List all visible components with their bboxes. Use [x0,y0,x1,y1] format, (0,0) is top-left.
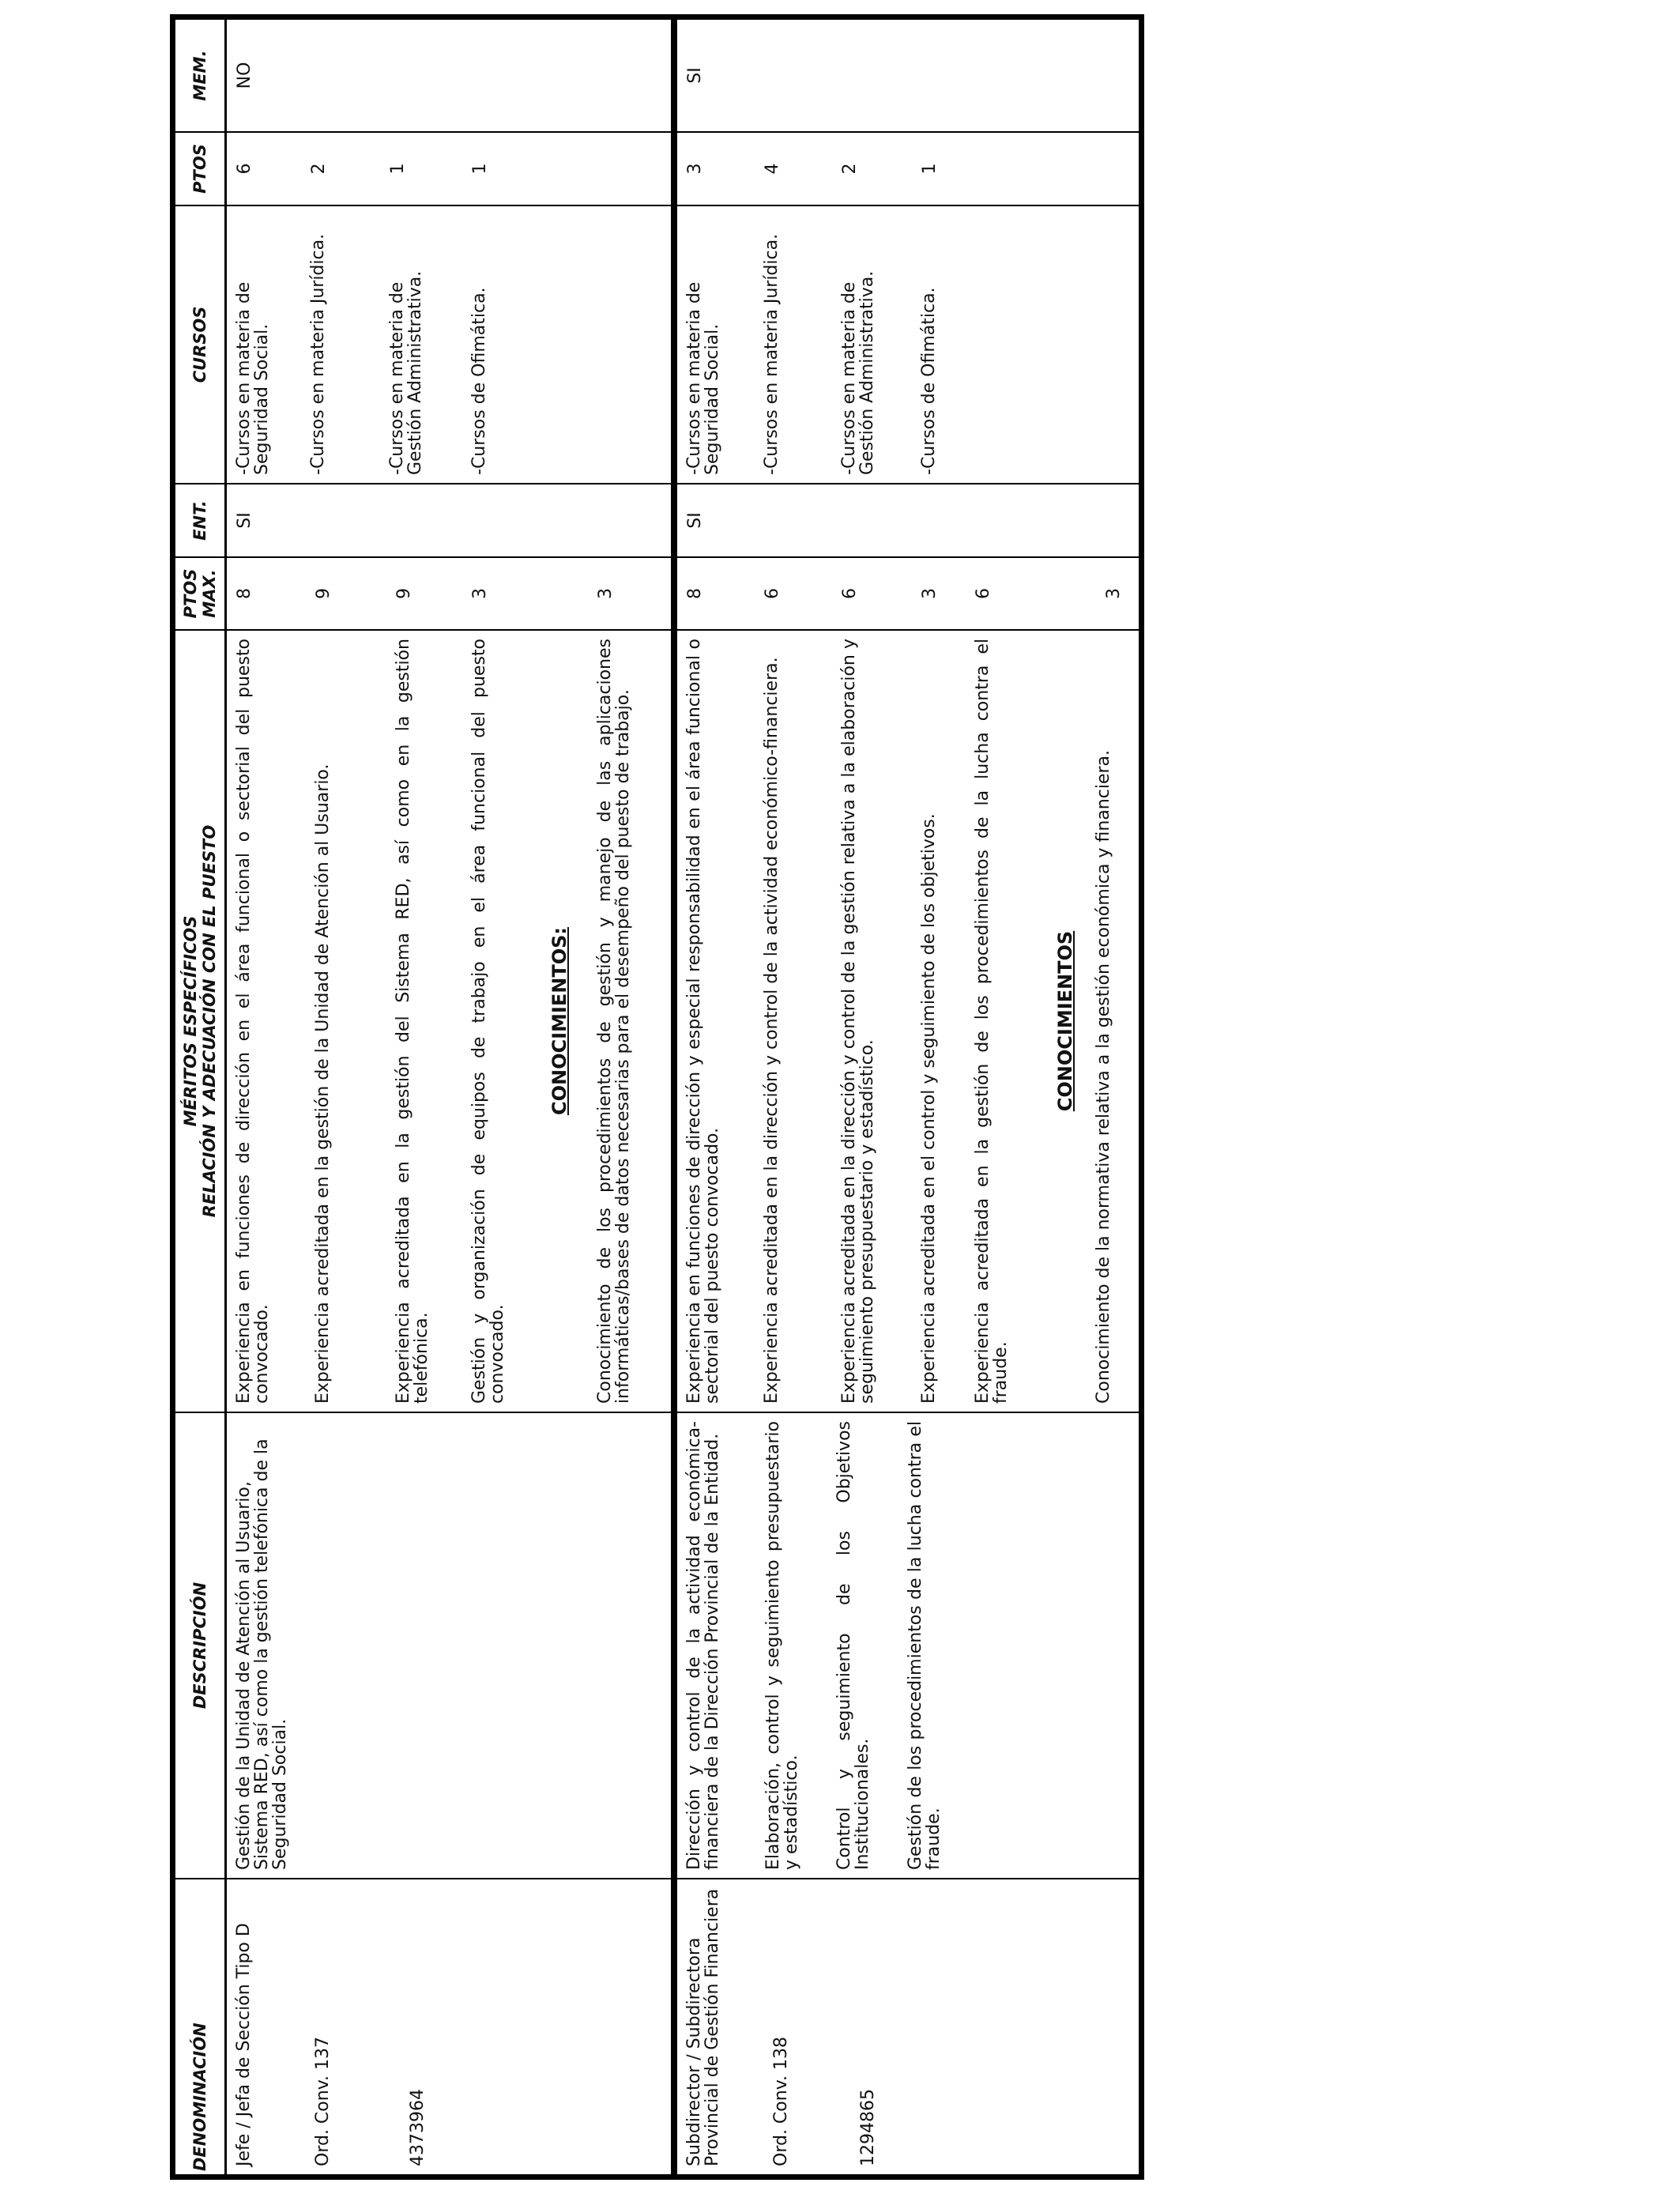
ptos-max-value: 8 [235,588,254,599]
ptos-max-value: 9 [314,588,333,599]
header-meritos-line1: MÉRITOS ESPECÍFICOS [181,915,200,1127]
conocimiento-item: Conocimiento de los procedimientos de gestión y manejo de las aplicaciones informáticas/bases de datos necesarias para el desempeño del puesto de trabajo. [595,639,633,1404]
denominacion-conv: Ord. Conv. 137 [313,2037,333,2166]
header-ptos-max-line1: PTOS [181,568,200,619]
table-header [175,20,227,2174]
ent-value: SI [685,512,705,529]
ptos-max-value: 6 [840,588,860,599]
denominacion-code: 4373964 [408,2089,428,2166]
ptos-max-cell [677,556,1144,629]
ptos-max-value: 6 [974,588,993,599]
curso-item: -Cursos en materia Jurídica. [762,233,782,475]
mem-value: NO [235,62,254,89]
conocimiento-item: Conocimiento de la normativa relativa a la gestión económica y financiera. [1094,749,1113,1404]
header-ptos: PTOS [175,131,224,205]
ptos-max-value: 3 [920,588,940,599]
merito-item: Experiencia en funciones de dirección en el área funcional o sectorial del puesto convocado. [234,639,272,1404]
cursos-cell [677,205,1144,483]
header-meritos-line2: RELACIÓN Y ADECUACIÓN CON EL PUESTO [200,824,219,1218]
ptos-cell [677,131,1144,205]
ptos-max-value: 9 [394,588,414,599]
mem-value: SI [685,67,705,84]
header-meritos [175,629,224,1412]
ptos-value: 6 [235,163,254,175]
ent-cell [227,483,671,556]
cursos-cell [227,205,671,483]
meritos-cell [677,629,1144,1412]
merits-table [170,14,1144,2180]
denominacion-cell [677,1878,1144,2174]
meritos-cell [227,629,671,1412]
header-cursos: CURSOS [175,205,224,483]
header-ent: ENT. [175,483,224,556]
denominacion-code: 1294865 [858,2089,878,2166]
curso-item: -Cursos en materia de Gestión Administrativa. [839,270,877,475]
header-descripcion: DESCRIPCIÓN [175,1412,224,1878]
table-row [227,20,674,2174]
merito-item: Experiencia en funciones de dirección y especial responsabilidad en el área funcional o sectorial del puesto convocado. [684,639,722,1404]
merito-item: Experiencia acreditada en la dirección y control de la gestión relativa a la elaboración y seguimiento presupuestario y estadístico. [839,639,877,1404]
descripcion-item: Control y seguimiento de los Objetivos Institucionales. [834,1421,872,1870]
curso-item: -Cursos en materia de Seguridad Social. [684,281,722,475]
ptos-value: 3 [685,163,705,175]
merito-item: Experiencia acreditada en la gestión de la Unidad de Atención al Usuario. [313,763,333,1404]
ptos-max-value: 3 [1104,588,1124,599]
curso-item: -Cursos en materia de Gestión Administrativa. [387,270,425,475]
merito-item: Experiencia acreditada en el control y seguimiento de los objetivos. [919,813,939,1404]
ptos-max-value: 8 [685,588,705,599]
ptos-value: 1 [470,163,490,175]
denominacion-conv: Ord. Conv. 138 [771,2037,791,2166]
mem-cell [677,20,1144,131]
denominacion-title: Subdirector / Subdirectora Provincial de Gestión Financiera [684,1888,722,2166]
conocimientos-heading: CONOCIMIENTOS [1054,930,1076,1112]
curso-item: -Cursos de Ofimática. [919,287,939,475]
curso-item: -Cursos de Ofimática. [469,287,489,475]
header-denominacion: DENOMINACIÓN [175,1878,224,2174]
ptos-max-value: 3 [596,588,616,599]
descripcion-cell [677,1412,1144,1878]
curso-item: -Cursos en materia Jurídica. [308,233,328,475]
descripcion-cell [227,1412,671,1878]
ptos-value: 1 [920,163,940,175]
merito-item: Experiencia acreditada en la dirección y control de la actividad económico-financiera. [762,657,782,1404]
descripcion-item: Elaboración, control y seguimiento presupuestario y estadístico. [763,1421,801,1870]
ent-value: SI [235,512,254,529]
ent-cell [677,483,1144,556]
table-row [674,20,1144,2174]
ptos-max-value: 3 [470,588,490,599]
merito-item: Experiencia acreditada en la gestión del Sistema RED, así como en la gestión telefónica. [394,639,431,1404]
curso-item: -Cursos en materia de Seguridad Social. [234,281,272,475]
ptos-max-cell [227,556,671,629]
descripcion-item: Dirección y control de la actividad económica-financiera de la Dirección Provincial de la Entidad. [684,1421,722,1870]
denominacion-title: Jefe / Jefa de Sección Tipo D [234,1923,254,2166]
ptos-value: 1 [388,163,408,175]
denominacion-cell [227,1878,671,2174]
header-ptos-max-line2: MAX. [200,569,219,618]
ptos-value: 2 [309,163,329,175]
descripcion-item: Gestión de los procedimientos de la lucha contra el fraude. [906,1421,944,1870]
header-mem: MEM. [190,50,209,101]
descripcion-text: Gestión de la Unidad de Atención al Usuario, Sistema RED, así como la gestión telefónica de la Seguridad Social. [234,1438,290,1870]
ptos-max-value: 6 [763,588,782,599]
ptos-value: 2 [840,163,860,175]
ptos-cell [227,131,671,205]
ptos-value: 4 [763,163,782,175]
merito-item: Experiencia acreditada en la gestión de los procedimientos de la lucha contra el fraude. [973,639,1011,1404]
merito-item: Gestión y organización de equipos de trabajo en el área funcional del puesto convocado. [469,639,507,1404]
conocimientos-heading: CONOCIMIENTOS: [548,927,571,1115]
mem-cell [227,20,671,131]
header-ptos-max [175,556,224,629]
